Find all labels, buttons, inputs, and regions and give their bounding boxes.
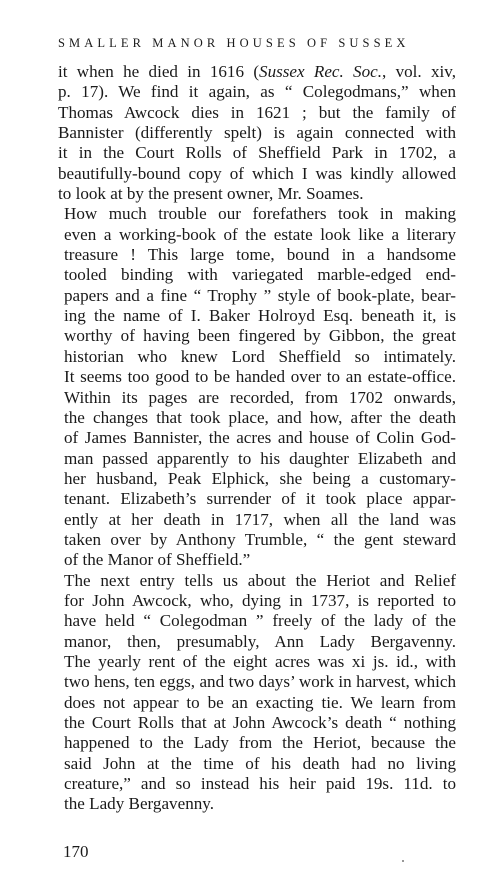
text-line: it when he died in 1616 (Sussex Rec. Soc., vol. xiv, xyxy=(58,62,456,81)
text-line: to look at by the present owner, Mr. Soames. xyxy=(58,184,364,204)
paragraph-2 xyxy=(58,204,456,570)
text-line: said John at the time of his death had no living xyxy=(64,753,456,773)
text-line: two hens, ten eggs, and two days’ work in harvest, which xyxy=(64,672,456,692)
text-line: of James Bannister, the acres and house of Colin God- xyxy=(64,428,456,448)
text-line: ently at her death in 1717, when all the land was xyxy=(64,509,456,529)
text-line: creature,” and so instead his heir paid 19s. 11d. to xyxy=(64,774,456,794)
text-line: p. 17). We find it again, as “ Colegodmans,” when xyxy=(58,82,456,102)
text-line: How much trouble our forefathers took in making xyxy=(64,204,456,224)
text-line: Bannister (differently spelt) is again connected with xyxy=(58,123,456,143)
text-line: tenant. Elizabeth’s surrender of it took place appar- xyxy=(64,489,456,509)
text-line: happened to the Lady from the Heriot, because the xyxy=(64,733,456,753)
page-number: 170 xyxy=(63,842,89,861)
text-line: the Court Rolls that at John Awcock’s death “ nothing xyxy=(64,713,456,732)
body-text xyxy=(58,62,456,815)
text-line: the changes that took place, and how, after the death xyxy=(64,407,456,427)
text-line: of the Manor of Sheffield.” xyxy=(64,550,251,570)
text-line: man passed apparently to his daughter Elizabeth and xyxy=(64,448,456,468)
text-line: Within its pages are recorded, from 1702 onwards, xyxy=(64,387,456,407)
text-line: treasure ! This large tome, bound in a handsome xyxy=(64,245,456,265)
text-line: does not appear to be an exacting tie. We learn from xyxy=(64,692,456,712)
paragraph-3 xyxy=(58,571,456,815)
text-line: historian who knew Lord Sheffield so intimately. xyxy=(64,346,456,366)
text-line: tooled binding with variegated marble-edged end- xyxy=(64,265,456,285)
text-line: papers and a fine “ Trophy ” style of book-plate, bear- xyxy=(64,285,456,305)
text-line: it in the Court Rolls of Sheffield Park in 1702, a xyxy=(58,143,456,163)
text-line: ing the name of I. Baker Holroyd Esq. beneath it, is xyxy=(64,306,456,326)
text-line: even a working-book of the estate look like a literary xyxy=(64,224,456,244)
text-line: her husband, Peak Elphick, she being a customary- xyxy=(64,468,456,488)
text-line: Thomas Awcock dies in 1621 ; but the family of xyxy=(58,102,456,122)
paragraph-1 xyxy=(58,62,456,204)
text-line: worthy of having been fingered by Gibbon, the great xyxy=(64,326,456,346)
text-line: for John Awcock, who, dying in 1737, is reported to xyxy=(64,590,456,610)
text-line: beautifully-bound copy of which I was kindly allowed xyxy=(58,163,456,183)
text-line: taken over by Anthony Trumble, “ the gent steward xyxy=(64,529,456,549)
text-line: It seems too good to be handed over to an estate-office. xyxy=(64,367,456,387)
text-line: have held “ Colegodman ” freely of the lady of the xyxy=(64,611,456,631)
text-line: The next entry tells us about the Heriot and Relief xyxy=(64,570,456,590)
text-line: The yearly rent of the eight acres was xi js. id., with xyxy=(64,651,456,671)
text-line: manor, then, presumably, Ann Lady Bergavenny. xyxy=(64,631,456,651)
text-line: the Lady Bergavenny. xyxy=(64,794,214,814)
print-speck xyxy=(402,860,404,862)
running-head: SMALLER MANOR HOUSES OF SUSSEX xyxy=(58,36,410,50)
